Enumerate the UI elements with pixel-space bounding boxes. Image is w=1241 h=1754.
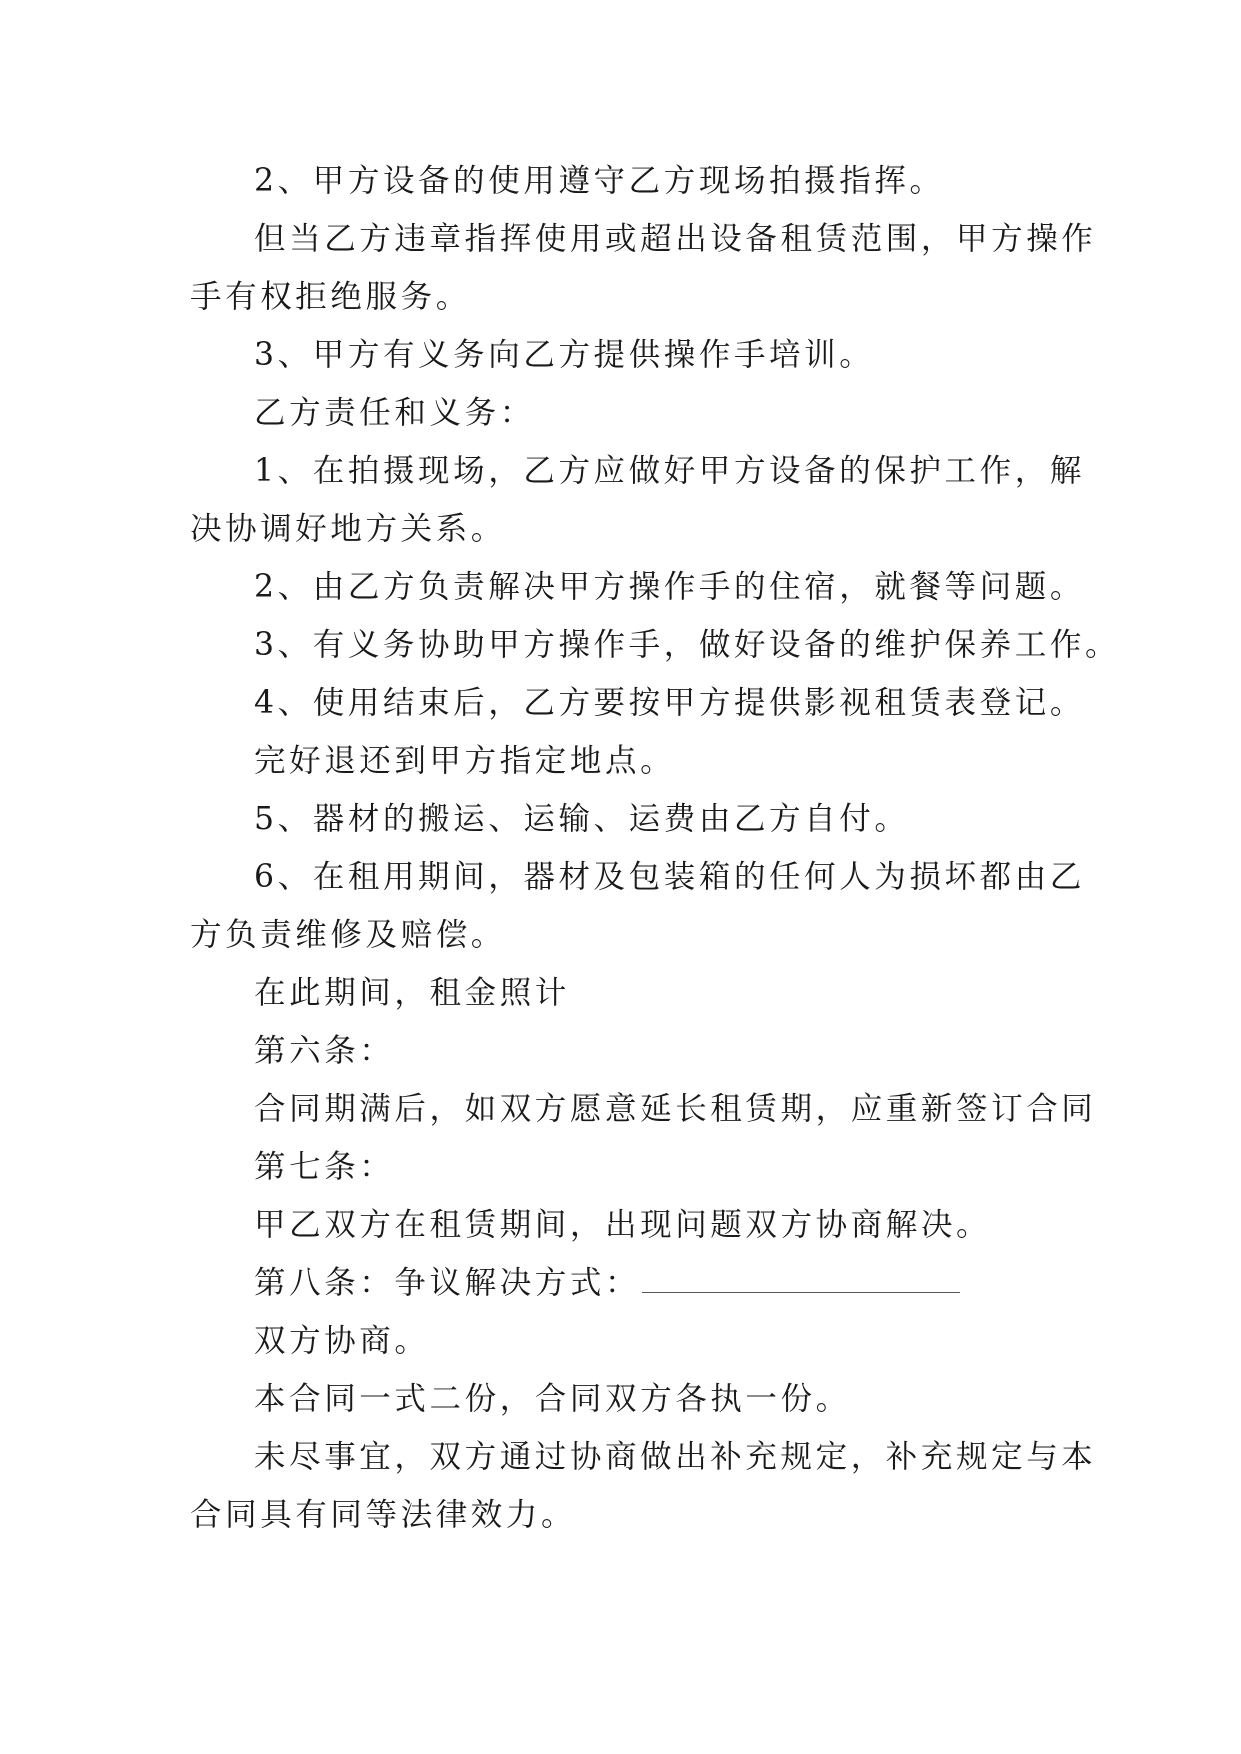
fill-in-blank[interactable]: [642, 1260, 960, 1293]
clause-line-continuation: 决协调好地方关系。: [190, 511, 506, 547]
clause-line: 未尽事宜，双方通过协商做出补充规定，补充规定与本: [254, 1439, 1097, 1475]
clause-line: 完好退还到甲方指定地点。: [254, 743, 676, 779]
article-heading: 第八条：争议解决方式：: [254, 1265, 641, 1301]
clause-line: 5、器材的搬运、运输、运费由乙方自付。: [254, 801, 910, 837]
clause-line: 本合同一式二份，合同双方各执一份。: [254, 1381, 851, 1417]
clause-line: 4、使用结束后，乙方要按甲方提供影视租赁表登记。: [254, 685, 1085, 721]
clause-line: 双方协商。: [254, 1323, 430, 1359]
clause-line: 6、在租用期间，器材及包装箱的任何人为损坏都由乙: [254, 859, 1085, 895]
article-heading: 第七条：: [254, 1149, 395, 1185]
clause-line: 3、有义务协助甲方操作手，做好设备的维护保养工作。: [254, 627, 1121, 663]
article-heading: 第六条：: [254, 1033, 395, 1069]
clause-line: 甲乙双方在租赁期间，出现问题双方协商解决。: [254, 1207, 992, 1243]
section-heading: 乙方责任和义务：: [254, 395, 535, 431]
clause-line-continuation: 手有权拒绝服务。: [190, 279, 471, 315]
clause-line: 在此期间，租金照计: [254, 975, 570, 1011]
clause-line: 但当乙方违章指挥使用或超出设备租赁范围，甲方操作: [254, 221, 1097, 257]
clause-line-continuation: 方负责维修及赔偿。: [190, 917, 506, 953]
article-line-with-blank: [190, 1254, 1050, 1312]
clause-line: 2、由乙方负责解决甲方操作手的住宿，就餐等问题。: [254, 569, 1085, 605]
clause-line: 2、甲方设备的使用遵守乙方现场拍摄指挥。: [254, 163, 945, 199]
clause-line: 3、甲方有义务向乙方提供操作手培训。: [254, 337, 875, 373]
document-body: [190, 152, 1121, 1544]
clause-line-continuation: 合同具有同等法律效力。: [190, 1497, 577, 1533]
clause-line: 合同期满后，如双方愿意延长租赁期，应重新签订合同: [254, 1091, 1097, 1127]
clause-line: 1、在拍摄现场，乙方应做好甲方设备的保护工作，解: [254, 453, 1085, 489]
